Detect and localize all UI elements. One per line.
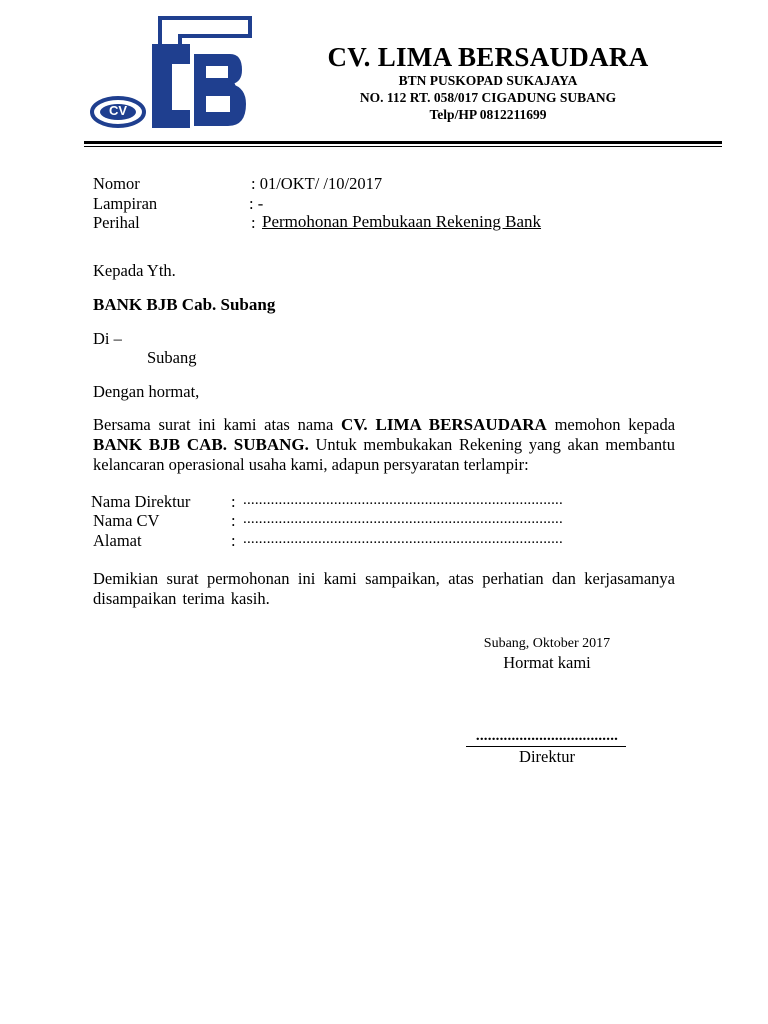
perihal-value: Permohonan Pembukaan Rekening Bank xyxy=(262,212,542,231)
address-line-1: BTN PUSKOPAD SUKAJAYA xyxy=(398,73,578,88)
lampiran-label: Lampiran xyxy=(93,194,158,213)
p1-text-b: memohon kepada xyxy=(554,415,676,434)
company-logo xyxy=(90,14,256,138)
closing-paragraph: Demikian surat permohonan ini kami sampaikan, atas perhatian dan kerjasamanya disampaikan terima kasih. xyxy=(93,569,675,608)
p1-company: CV. LIMA BERSAUDARA xyxy=(341,415,547,434)
company-name: CV. LIMA BERSAUDARA xyxy=(327,42,649,72)
p1-text-c: Untuk membukakan Rekening yang akan membantu kelancaran operasional usaha kami, adapun persyaratan terlampir: xyxy=(93,435,675,474)
field-dots: ................................................................................. xyxy=(243,511,563,527)
header-rule-thick xyxy=(84,141,722,144)
contact-line: Telp/HP 0812211699 xyxy=(429,107,547,122)
recipient-city: Subang xyxy=(147,348,197,367)
field-colon: : xyxy=(231,511,236,530)
lampiran-value: : - xyxy=(249,194,264,213)
signature-title: Direktur xyxy=(519,747,575,766)
field-colon: : xyxy=(231,531,236,550)
perihal-colon: : xyxy=(251,213,256,232)
address-line-2: NO. 112 RT. 058/017 CIGADUNG SUBANG xyxy=(359,90,617,105)
field-dots: ................................................................................. xyxy=(243,531,563,547)
place-date: Subang, Oktober 2017 xyxy=(483,636,611,651)
body-paragraph-1 xyxy=(93,415,675,475)
regards: Hormat kami xyxy=(503,653,591,672)
header-rule-thin xyxy=(84,146,722,147)
field-label: Alamat xyxy=(93,531,142,550)
greeting-to: Kepada Yth. xyxy=(93,261,176,280)
p1-text-a: Bersama surat ini kami atas nama xyxy=(93,415,334,434)
field-dots: ................................................................................. xyxy=(243,492,563,508)
logo-badge-text: CV xyxy=(109,103,128,118)
salutation: Dengan hormat, xyxy=(93,382,200,401)
logo-graphic xyxy=(90,14,256,138)
perihal-label: Perihal xyxy=(93,213,140,232)
field-colon: : xyxy=(231,492,236,511)
signature-name-line: .................................... xyxy=(475,728,619,744)
recipient-di: Di – xyxy=(93,329,122,348)
field-label: Nama CV xyxy=(93,511,160,530)
nomor-label: Nomor xyxy=(93,174,140,193)
p1-bank: BANK BJB CAB. SUBANG. xyxy=(93,435,309,454)
recipient-name: BANK BJB Cab. Subang xyxy=(93,295,276,314)
nomor-value: : 01/OKT/ /10/2017 xyxy=(251,174,383,193)
field-label: Nama Direktur xyxy=(91,492,191,511)
